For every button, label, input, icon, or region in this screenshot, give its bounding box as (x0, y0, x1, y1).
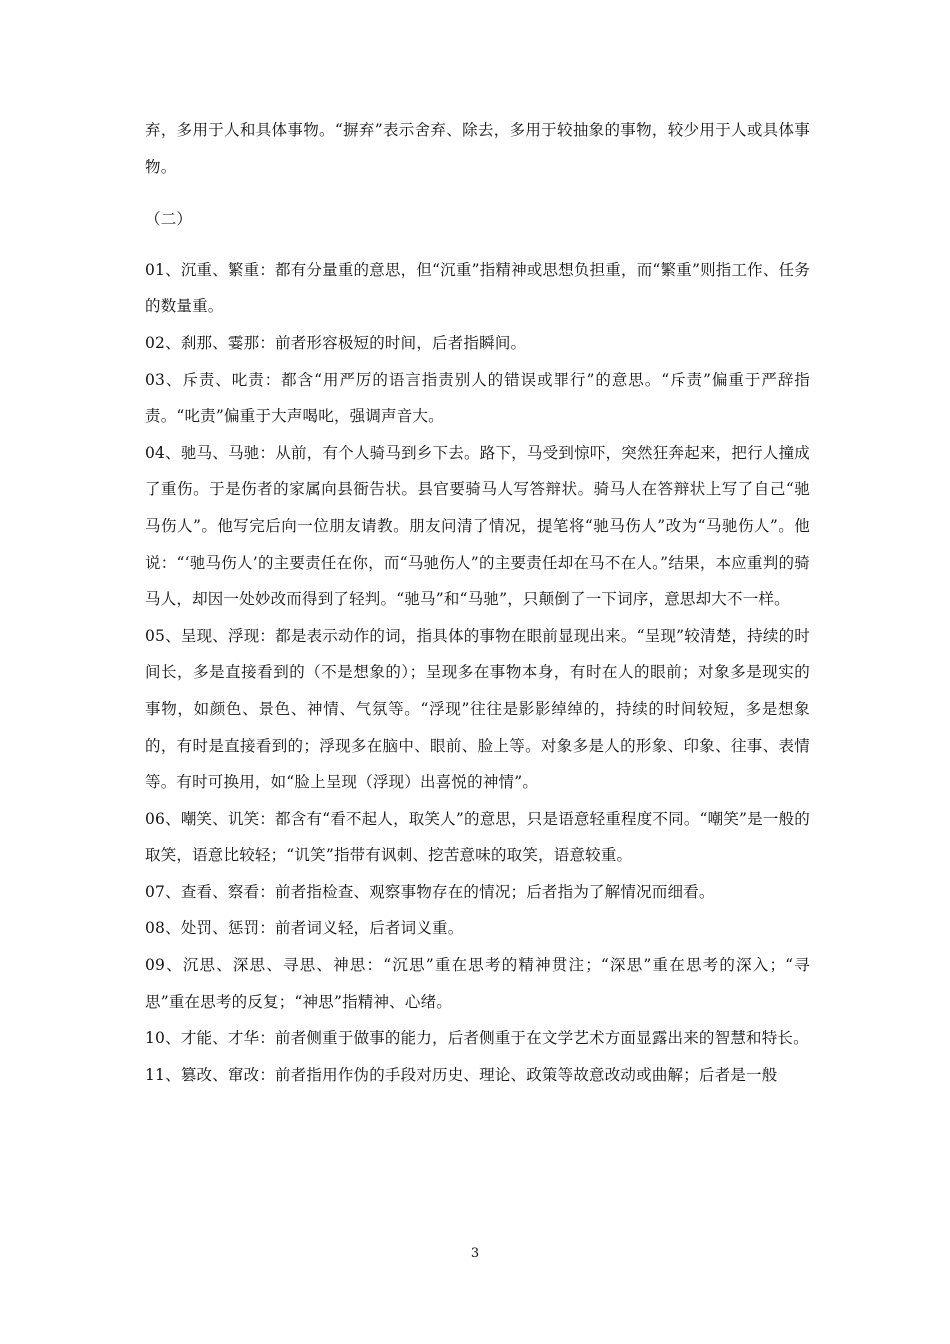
body-text (145, 112, 810, 1093)
intro-paragraph: 弃，多用于人和具体事物。“摒弃”表示舍弃、除去，多用于较抽象的事物，较少用于人或具体事物。 (145, 121, 810, 176)
entry-paragraph: 07、查看、察看：前者指检查、观察事物存在的情况；后者指为了解情况而细看。 (145, 882, 715, 901)
entry-paragraph: 05、呈现、浮现：都是表示动作的词，指具体的事物在眼前显现出来。“呈现”较清楚，持续的时间长，多是直接看到的（不是想象的）；呈现多在事物本身，有时在人的眼前；对象多是现实的事物，如颜色、景色、神情、气氛等。“浮现”往往是影影绰绰的，持续的时间较短，多是想象的，有时是直接看到的；浮现多在脑中、眼前、脸上等。对象多是人的形象、印象、往事、表情等。有时可换用，如“脸上呈现（浮现）出喜悦的神情”。 (145, 626, 810, 792)
entry-paragraph: 08、处罚、惩罚：前者词义轻，后者词义重。 (145, 919, 464, 938)
section-heading: （二） (145, 210, 193, 229)
entry-paragraph: 06、嘲笑、讥笑：都含有“看不起人，取笑人”的意思，只是语意轻重程度不同。“嘲笑”是一般的取笑，语意比较轻；“讥笑”指带有讽刺、挖苦意味的取笑，语意较重。 (145, 809, 810, 865)
entry-paragraph: 02、刹那、霎那：前者形容极短的时间，后者指瞬间。 (145, 333, 527, 352)
entry-paragraph: 11、篡改、窜改：前者指用作伪的手段对历史、理论、政策等故意改动或曲解；后者是一般 (145, 1065, 778, 1084)
entry-paragraph: 01、沉重、繁重：都有分量重的意思，但“沉重”指精神或思想负担重，而“繁重”则指工作、任务的数量重。 (145, 260, 810, 316)
entry-paragraph: 03、斥责、叱责：都含“用严厉的语言指责别人的错误或罪行”的意思。“斥责”偏重于严辞指责。“叱责”偏重于大声喝叱，强调声音大。 (145, 370, 810, 426)
entry-paragraph: 09、沉思、深思、寻思、神思：“沉思”重在思考的精神贯注；“深思”重在思考的深入；“寻思”重在思考的反复；“神思”指精神、心绪。 (145, 956, 810, 1011)
entry-paragraph: 10、才能、才华：前者侧重于做事的能力，后者侧重于在文学艺术方面显露出来的智慧和特长。 (145, 1029, 809, 1048)
page-number: 3 (470, 1246, 480, 1261)
entry-paragraph: 04、驰马、马驰：从前，有个人骑马到乡下去。路下，马受到惊吓，突然狂奔起来，把行人撞成了重伤。于是伤者的家属向县衙告状。县官要骑马人写答辩状。骑马人在答辩状上写了自己“驰马伤人”。他写完后向一位朋友请教。朋友问清了情况，提笔将“驰马伤人”改为“马驰伤人”。他说：“‘驰马伤人’的主要责任在你，而“马驰伤人”的主要责任却在马不在人。”结果，本应重判的骑马人，却因一处妙改而得到了轻判。“驰马”和“马驰”，只颠倒了一下词序，意思却大不一样。 (145, 443, 810, 609)
